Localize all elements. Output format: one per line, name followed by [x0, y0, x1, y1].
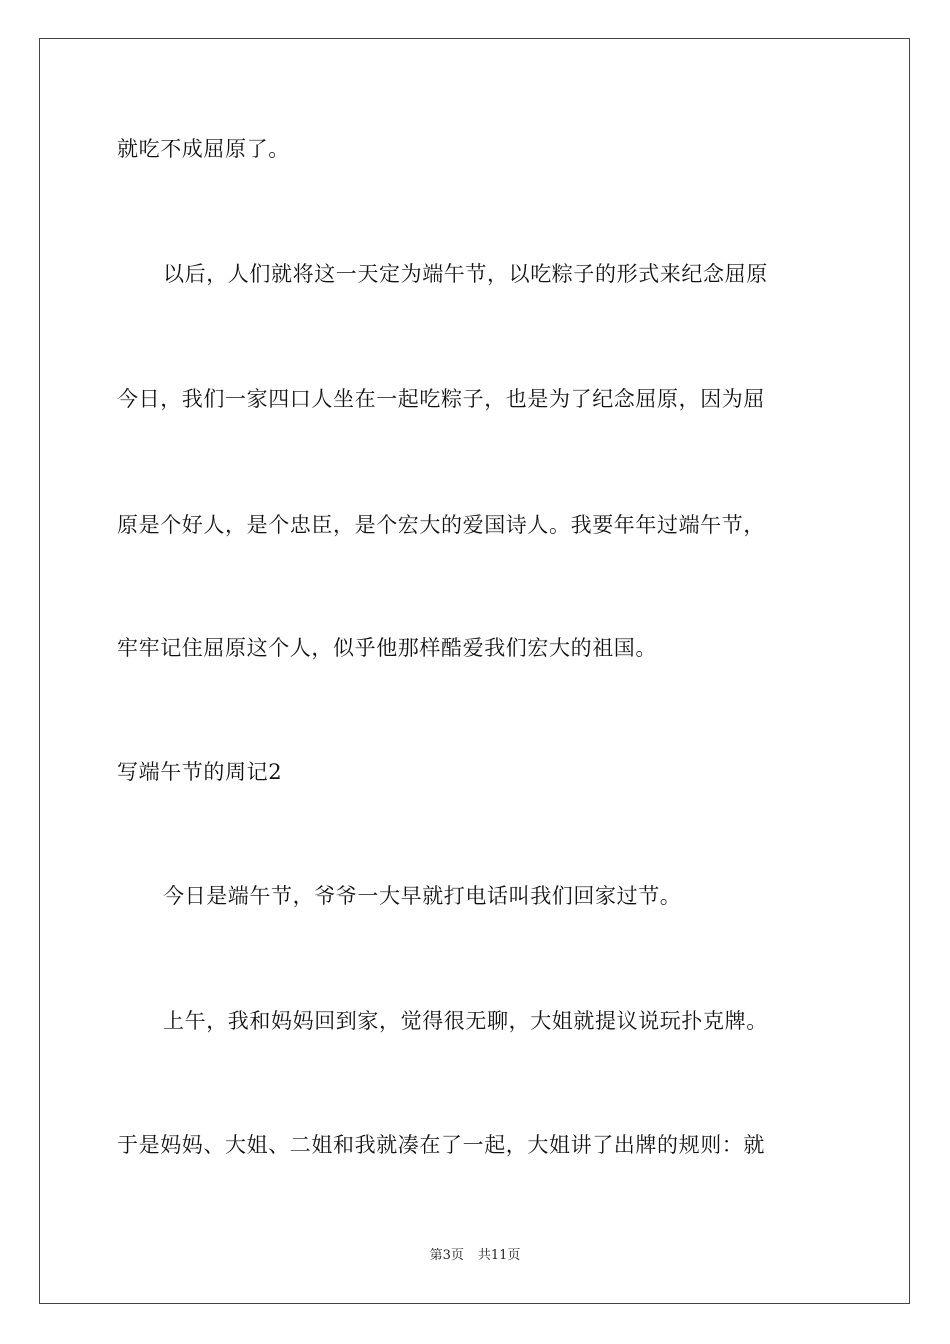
paragraph-line: 上午，我和妈妈回到家，觉得很无聊，大姐就提议说玩扑克牌。 [163, 1009, 768, 1033]
paragraph-line: 今日是端午节，爷爷一大早就打电话叫我们回家过节。 [163, 884, 682, 908]
section-heading: 写端午节的周记2 [117, 760, 283, 784]
paragraph-line: 今日，我们一家四口人坐在一起吃粽子，也是为了纪念屈原，因为屈 [117, 387, 765, 411]
page-number: 第3页 [429, 1248, 464, 1263]
page-footer [0, 1247, 950, 1265]
page-border [39, 38, 910, 1304]
paragraph-line: 原是个好人，是个忠臣，是个宏大的爱国诗人。我要年年过端午节， [117, 513, 765, 537]
paragraph-line: 牢牢记住屈原这个人，似乎他那样酷爱我们宏大的祖国。 [117, 636, 657, 660]
page-total: 共11页 [477, 1248, 521, 1263]
paragraph-line: 于是妈妈、大姐、二姐和我就凑在了一起，大姐讲了出牌的规则：就 [117, 1133, 765, 1157]
paragraph-line: 就吃不成屈原了。 [117, 137, 290, 161]
paragraph-line: 以后，人们就将这一天定为端午节，以吃粽子的形式来纪念屈原 [163, 262, 768, 286]
